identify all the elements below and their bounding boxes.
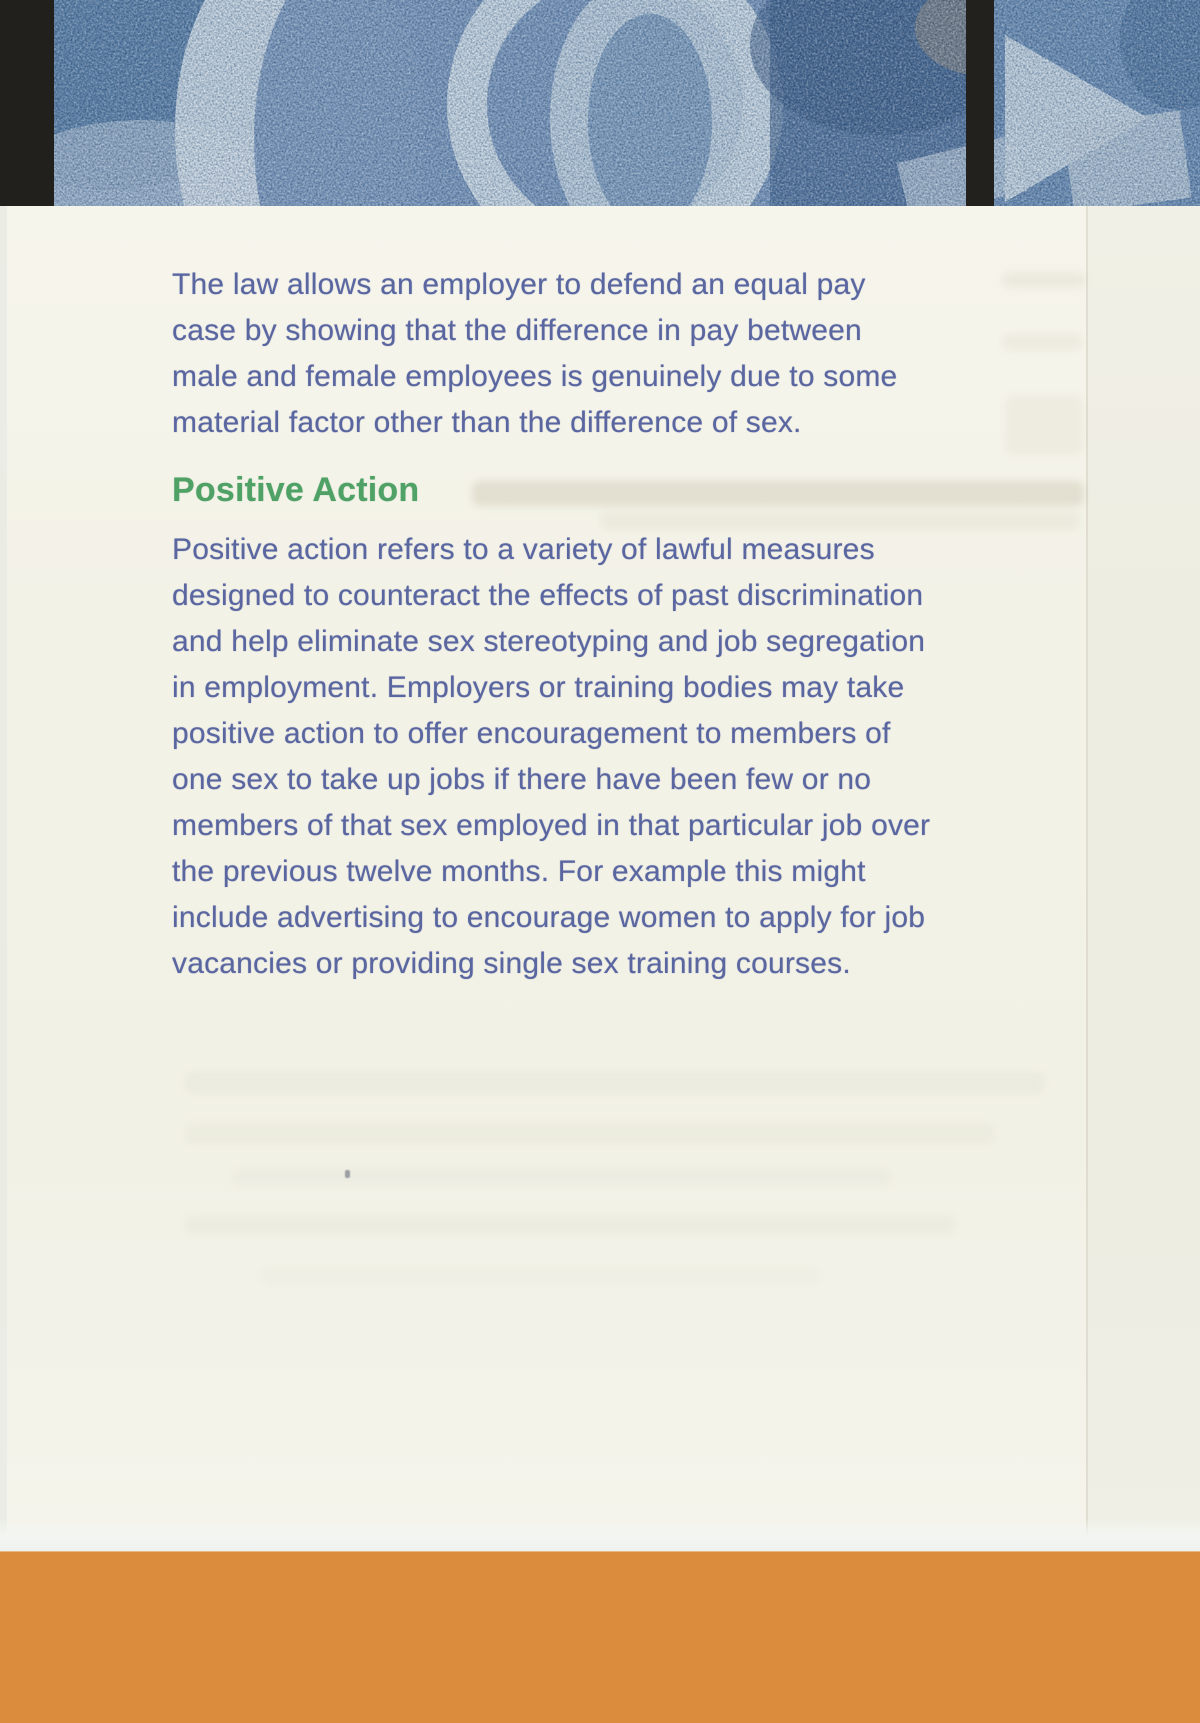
banner-collage-image xyxy=(0,0,1200,206)
footer-orange-band xyxy=(0,1551,1200,1723)
positive-action-paragraph-line: the previous twelve months. For example this might xyxy=(172,855,866,888)
page-left-edge-shadow xyxy=(0,206,7,1551)
positive-action-paragraph-line: include advertising to encourage women to apply for job xyxy=(172,901,926,934)
intro-paragraph-line: case by showing that the difference in pay between xyxy=(172,314,862,347)
banner-collage-svg xyxy=(0,0,1200,206)
intro-paragraph xyxy=(172,262,1052,446)
page-right-edge-seam xyxy=(1086,206,1088,1551)
positive-action-paragraph-line: one sex to take up jobs if there have been few or no xyxy=(172,763,872,796)
intro-paragraph-line: material factor other than the difference of sex. xyxy=(172,406,802,439)
banner-black-bar-left xyxy=(0,0,54,206)
positive-action-paragraph-line: in employment. Employers or training bodies may take xyxy=(172,671,905,704)
positive-action-paragraph-line: members of that sex employed in that particular job over xyxy=(172,809,931,842)
pre-footer-light-strip xyxy=(0,1518,1200,1551)
positive-action-paragraph-line: Positive action refers to a variety of lawful measures xyxy=(172,533,875,566)
positive-action-paragraph-line: and help eliminate sex stereotyping and job segregation xyxy=(172,625,926,658)
page-right-margin-zone xyxy=(1088,206,1200,1551)
positive-action-paragraph-line: designed to counteract the effects of past discrimination xyxy=(172,579,924,612)
section-heading-positive-action: Positive Action xyxy=(172,471,420,509)
positive-action-paragraph-line: vacancies or providing single sex training courses. xyxy=(172,947,851,980)
banner-black-bar-middle xyxy=(966,0,994,206)
intro-paragraph-line: The law allows an employer to defend an equal pay xyxy=(172,268,866,301)
positive-action-paragraph-line: positive action to offer encouragement to members of xyxy=(172,717,891,750)
paper-speck xyxy=(345,1170,350,1178)
intro-paragraph-line: male and female employees is genuinely due to some xyxy=(172,360,898,393)
positive-action-paragraph xyxy=(172,527,1052,987)
